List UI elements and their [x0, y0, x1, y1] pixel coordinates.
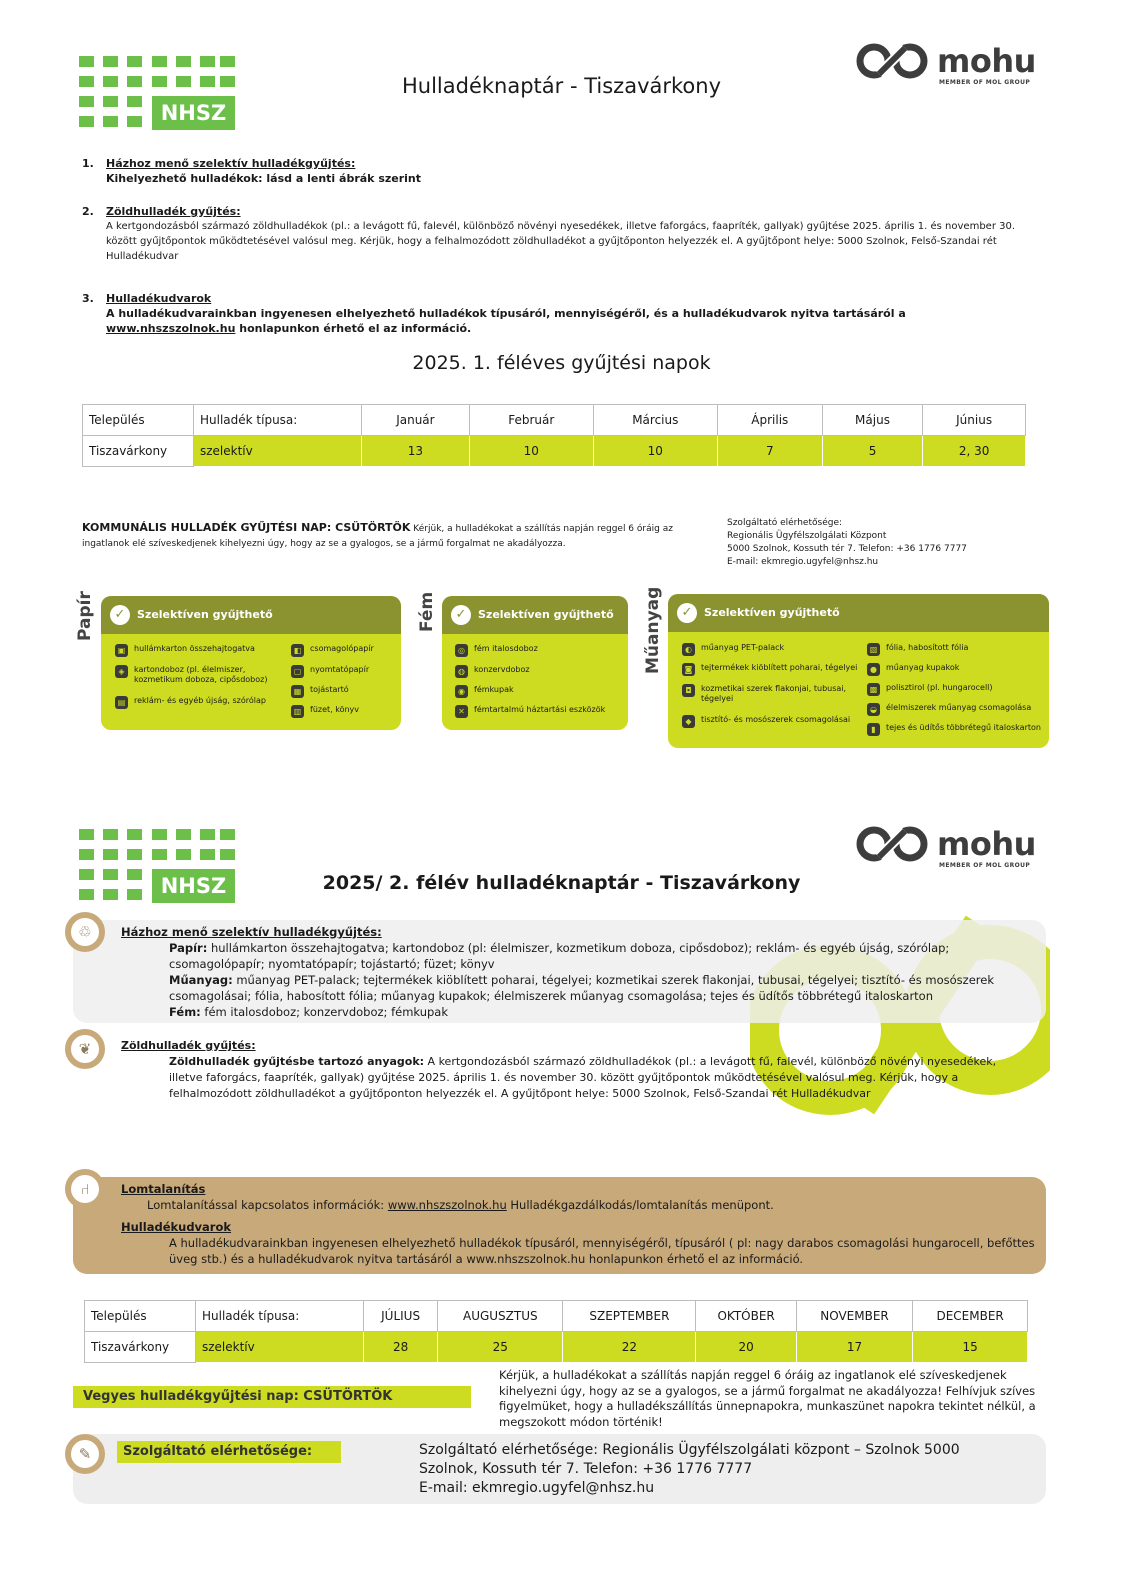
- section-3-number: 3.: [82, 292, 94, 305]
- drink-carton-icon: ▮: [867, 723, 880, 736]
- mohu-tagline: MEMBER OF MOL GROUP: [939, 862, 1031, 869]
- chair-icon: ⑁: [80, 1180, 90, 1198]
- table-header-cell: Február: [469, 405, 593, 436]
- table-row: [83, 436, 1026, 467]
- table-header-cell: Június: [923, 405, 1026, 436]
- table-cell: 20: [696, 1332, 796, 1363]
- contact-line: Szolnok, Kossuth tér 7. Telefon: +36 1776 7777: [419, 1461, 753, 1477]
- carton-icon: ◈: [115, 665, 128, 678]
- section-3-text-a: A hulladékudvarainkban ingyenesen elhelyezhető hulladékok típusáról, mennyiségéről, és a hulladékudvarok nyitva tartásáról a: [106, 307, 906, 320]
- section-3-heading: Hulladékudvarok: [106, 292, 212, 305]
- contact-line: Regionális Ügyfélszolgálati Központ: [727, 531, 887, 541]
- household-collection-heading: Házhoz menő szelektív hulladékgyűjtés:: [121, 925, 382, 939]
- table-header-cell: Település: [85, 1301, 196, 1332]
- bulky-waste-info-a: Lomtalanítással kapcsolatos információk:: [147, 1198, 388, 1212]
- list-item: [291, 644, 399, 654]
- leaf-badge: [65, 1029, 105, 1069]
- list-item-label: műanyag kupakok: [886, 663, 960, 672]
- yogurt-cup-icon: ◙: [682, 663, 695, 676]
- section-1-text: Kihelyezhető hulladékok: lásd a lenti ábrák szerint: [106, 172, 422, 185]
- table-header-cell: Január: [362, 405, 470, 436]
- can-icon: ◎: [455, 644, 468, 657]
- metal-card-title: Szelektíven gyűjthető: [478, 608, 614, 621]
- contact-line: 5000 Szolnok, Kossuth tér 7. Telefon: +36 1776 7777: [727, 544, 967, 554]
- list-item-label: tojástartó: [310, 685, 349, 694]
- box-icon: ▣: [115, 644, 128, 657]
- list-item-label: kozmetikai szerek flakonjai, tubusai, tégelyei: [701, 684, 847, 703]
- green-waste-description: A kertgondozásból származó zöldhulladékok (pl.: a levágott fű, falevél, különböző növényi nyesedékek, illetve faforgács, faapríték, gallyak) gyűjtése 2025. április 1. és november 30. között gyűjtőpontok működtetésével valósul meg. Kérjük, hogy a felhalmozódott zöldhulladékot a gyűjtőponton helyezzék el. A gyűjtőpont helye: 5000 Szolnok, Felső-Szandai rét Hulladékudvar: [169, 1055, 997, 1100]
- section-2-number: 2.: [82, 205, 94, 218]
- plastic-card-header: [668, 594, 1049, 632]
- list-item-label: kartondoboz (pl. élelmiszer, kozmetikum doboza, cipősdoboz): [134, 665, 268, 684]
- polystyrene-icon: ▩: [867, 683, 880, 696]
- paper-items-label: Papír:: [169, 941, 208, 955]
- list-item-label: reklám- és egyéb újság, szórólap: [134, 696, 266, 705]
- mohu-logo-2: [855, 825, 1035, 871]
- section-2: [82, 204, 1037, 264]
- plastic-card-title: Szelektíven gyűjthető: [704, 606, 840, 619]
- page-2-title: 2025/ 2. félév hulladéknaptár - Tiszavárkony: [322, 872, 801, 894]
- mohu-wordmark: mohu: [937, 42, 1036, 80]
- list-item: [455, 685, 625, 695]
- table-cell: 13: [362, 436, 470, 467]
- food-packaging-icon: ◒: [867, 703, 880, 716]
- cosmetics-bottle-icon: ◘: [682, 684, 695, 697]
- leaf-icon: ❦: [78, 1040, 92, 1058]
- calendar-table-h2: [84, 1300, 1028, 1363]
- green-waste-heading: Zöldhulladék gyűjtés:: [121, 1039, 256, 1052]
- section-3-text: [106, 306, 1032, 336]
- list-item: [682, 715, 867, 725]
- list-item-label: nyomtatópapír: [310, 665, 370, 674]
- plastic-cap-icon: ●: [867, 663, 880, 676]
- table-cell: szelektív: [194, 436, 362, 467]
- check-icon: ✓: [451, 605, 471, 625]
- communal-collection-day: KOMMUNÁLIS HULLADÉK GYŰJTÉSI NAP: CSÜTÖRTÖK: [82, 521, 411, 534]
- plastic-card: [668, 594, 1049, 748]
- list-item-label: tejtermékek kiöblített poharai, tégelyei: [701, 663, 858, 672]
- list-item: [115, 696, 285, 706]
- plastic-items: [169, 972, 1041, 1004]
- section-2-heading: Zöldhulladék gyűjtés:: [106, 205, 241, 218]
- list-item-label: csomagolópapír: [310, 644, 374, 653]
- table-header-row: [85, 1301, 1028, 1332]
- table-cell: 10: [593, 436, 717, 467]
- newspaper-icon: ▤: [115, 696, 128, 709]
- contact-label: Szolgáltató elérhetősége:: [117, 1441, 341, 1463]
- table-cell: 10: [469, 436, 593, 467]
- table-header-cell: Március: [593, 405, 717, 436]
- bulky-waste-heading: Lomtalanítás: [121, 1182, 206, 1196]
- communal-collection-text: Kérjük, a hulladékokat a szállítás napján reggel 6 óráig az ingatlanok elé szíveskedjenek kihelyezni úgy, hogy az se a gyalogos, se a jármű forgalmat ne akadályozza.: [82, 524, 673, 549]
- list-item-label: fémkupak: [474, 685, 514, 694]
- section-3-text-b: honlapunkon érhető el az információ.: [235, 322, 472, 335]
- recycle-badge: [65, 912, 105, 952]
- table-cell: 2, 30: [923, 436, 1026, 467]
- list-item: [867, 703, 1047, 713]
- paper-items: [169, 940, 1041, 972]
- table-cell: 17: [796, 1332, 912, 1363]
- section-3: [82, 291, 1032, 336]
- metal-label: Fém: [417, 591, 437, 632]
- list-item: [455, 644, 625, 654]
- half-year-title: 2025. 1. féléves gyűjtési napok: [412, 352, 711, 374]
- nhsz-website-link[interactable]: www.nhszszolnok.hu: [106, 322, 236, 335]
- foil-icon: ▧: [867, 643, 880, 656]
- list-item-label: fémtartalmú háztartási eszközök: [474, 705, 606, 714]
- list-item: [115, 665, 285, 685]
- table-cell: szelektív: [196, 1332, 364, 1363]
- list-item: [291, 665, 399, 675]
- household-collection-text: [121, 924, 1041, 1020]
- list-item: [291, 685, 399, 695]
- list-item: [291, 705, 399, 715]
- table-header-cell: Május: [822, 405, 922, 436]
- list-item: [682, 684, 867, 704]
- bulky-waste-info: [147, 1197, 1036, 1213]
- list-item: [115, 644, 285, 654]
- mohu-wordmark: mohu: [937, 825, 1036, 863]
- waste-yards-heading: Hulladékudvarok: [121, 1220, 232, 1234]
- paper-items-text: hullámkarton összehajtogatva; kartondoboz (pl: élelmiszer, kozmetikum doboza, cipősdoboz); reklám- és egyéb újság, szórólap; csomagolópapír; nyomtatópapír; tojástartó; füzet; könyv: [169, 941, 950, 971]
- green-waste-label: Zöldhulladék gyűjtésbe tartozó anyagok:: [169, 1055, 425, 1068]
- contact-line: E-mail: ekmregio.ugyfel@nhsz.hu: [727, 557, 879, 567]
- list-item-label: élelmiszerek műanyag csomagolása: [886, 703, 1032, 712]
- contact-line: Szolgáltató elérhetősége: Regionális Ügyfélszolgálati központ – Szolnok 5000: [419, 1442, 960, 1458]
- check-icon: ✓: [677, 603, 697, 623]
- table-header-cell: Április: [717, 405, 822, 436]
- metal-items-label: Fém:: [169, 1005, 201, 1019]
- section-1: [82, 156, 1032, 186]
- list-item: [867, 683, 1047, 693]
- table-cell: 22: [563, 1332, 696, 1363]
- cap-icon: ◉: [455, 685, 468, 698]
- list-item: [867, 723, 1047, 733]
- nhsz-logo-text: NHSZ: [152, 96, 235, 130]
- table-cell: 7: [717, 436, 822, 467]
- paper-label: Papír: [75, 591, 95, 641]
- green-waste-body: [169, 1054, 1021, 1102]
- list-item: [455, 705, 625, 715]
- section-1-heading: Házhoz menő szelektív hulladékgyűjtés:: [106, 157, 356, 170]
- table-header-cell: AUGUSZTUS: [438, 1301, 563, 1332]
- list-item: [682, 643, 867, 653]
- table-header-cell: Hulladék típusa:: [196, 1301, 364, 1332]
- bulky-waste-link[interactable]: www.nhszszolnok.hu: [387, 1198, 507, 1212]
- list-item-label: fólia, habosított fólia: [886, 643, 969, 652]
- metal-card-header: [442, 596, 628, 634]
- paper-card-title: Szelektíven gyűjthető: [137, 608, 273, 621]
- table-cell: Tiszavárkony: [83, 436, 194, 467]
- list-item-label: polisztirol (pl. hungarocell): [886, 683, 993, 692]
- contact-badge: [65, 1434, 105, 1474]
- table-header-cell: SZEPTEMBER: [563, 1301, 696, 1332]
- table-cell: Tiszavárkony: [85, 1332, 196, 1363]
- metal-items: [169, 1004, 1041, 1020]
- bottle-icon: ◐: [682, 643, 695, 656]
- book-icon: ▥: [291, 705, 304, 718]
- table-cell: 25: [438, 1332, 563, 1363]
- list-item-label: hullámkarton összehajtogatva: [134, 644, 255, 653]
- plastic-items-label: Műanyag:: [169, 973, 233, 987]
- table-header-cell: OKTÓBER: [696, 1301, 796, 1332]
- section-1-number: 1.: [82, 157, 94, 170]
- list-item: [867, 643, 1047, 653]
- contact-line: E-mail: ekmregio.ugyfel@nhsz.hu: [419, 1480, 655, 1496]
- list-item: [867, 663, 1047, 673]
- list-item-label: fém italosdoboz: [474, 644, 538, 653]
- collection-note: Kérjük, a hulladékokat a szállítás napján reggel 6 óráig az ingatlanok elé szíveskedjenek kihelyezni úgy, hogy az se a gyalogos, se a jármű forgalmat ne akadályozza! Felhívjuk szíves figyelmüket, hogy a hulladékszállítás ünnepnapokra, munkaszünet napokra tekintet nélkül, a megszokott módon történik!: [499, 1368, 1036, 1429]
- list-item-label: füzet, könyv: [310, 705, 360, 714]
- list-item-label: tisztító- és mosószerek csomagolásai: [701, 715, 851, 724]
- table-header-row: [83, 405, 1026, 436]
- detergent-icon: ◆: [682, 715, 695, 728]
- mohu-symbol-icon: [855, 825, 933, 863]
- green-waste-text: [121, 1038, 1021, 1102]
- plastic-items-text: műanyag PET-palack; tejtermékek kiöblített poharai, tégelyei; kozmetikai szerek flakonjai, tubusai, tégelyei; tisztító- és mosószerek csomagolásai; fólia, habosított fólia; műanyag kupakok; élelmiszerek műanyag csomagolása; tejes és üdítős többrétegű italoskarton: [169, 973, 994, 1003]
- mohu-tagline: MEMBER OF MOL GROUP: [939, 79, 1031, 86]
- section-2-text: A kertgondozásból származó zöldhulladékok (pl.: a levágott fű, falevél, különböző növényi nyesedékek, illetve faforgács, faapríték, gallyak) gyűjtése 2025. április 1. és november 30. között gyűjtőpontok működtetésével valósul meg. Kérjük, hogy a felhalmozódott zöldhulladékot a gyűjtőponton helyezzék el. A gyűjtőpont helye: 5000 Szolnok, Felső-Szandai rét Hulladékudvar: [106, 221, 1016, 262]
- metal-card: [442, 596, 628, 730]
- mixed-waste-day: Vegyes hulladékgyűjtési nap: CSÜTÖRTÖK: [73, 1386, 471, 1408]
- list-item: [455, 665, 625, 675]
- bulky-waste-info-b: Hulladékgazdálkodás/lomtalanítás menüpont.: [506, 1198, 774, 1212]
- table-header-cell: NOVEMBER: [796, 1301, 912, 1332]
- table-header-cell: JÚLIUS: [364, 1301, 438, 1332]
- list-item: [682, 663, 867, 673]
- table-header-cell: Hulladék típusa:: [194, 405, 362, 436]
- printer-paper-icon: ▢: [291, 665, 304, 678]
- bulky-waste-text: [121, 1181, 1036, 1267]
- page-title: Hulladéknaptár - Tiszavárkony: [402, 74, 721, 98]
- paper-card: [101, 596, 401, 730]
- table-header-cell: Település: [83, 405, 194, 436]
- tin-can-icon: ◍: [455, 665, 468, 678]
- tools-icon: ✕: [455, 705, 468, 718]
- recycle-icon: ♲: [78, 923, 92, 941]
- chair-badge: [65, 1169, 105, 1209]
- list-item-label: tejes és üdítős többrétegű italoskarton: [886, 723, 1041, 732]
- calendar-table-h1: [82, 404, 1026, 467]
- table-row: [85, 1332, 1028, 1363]
- list-item-label: konzervdoboz: [474, 665, 530, 674]
- table-cell: 28: [364, 1332, 438, 1363]
- nhsz-logo-text: NHSZ: [152, 869, 235, 903]
- list-item-label: műanyag PET-palack: [701, 643, 785, 652]
- pen-icon: ✎: [78, 1445, 92, 1463]
- table-header-cell: DECEMBER: [913, 1301, 1028, 1332]
- paper-card-header: [101, 596, 401, 634]
- provider-contact: [727, 517, 967, 569]
- communal-collection-note: [82, 521, 682, 551]
- egg-carton-icon: ▦: [291, 685, 304, 698]
- waste-yards-text: A hulladékudvarainkban ingyenesen elhelyezhető hulladékok típusáról, mennyiségéről, típusáról ( pl: nagy darabos csomagolási hungarocell, befőttes üveg stb.) és a hulladékudvarok nyitva tartásáról a www.nhszszolnok.hu honlapunkon érhető el az információ.: [169, 1236, 1035, 1266]
- check-icon: ✓: [110, 605, 130, 625]
- contact-line: Szolgáltató elérhetősége:: [727, 518, 843, 528]
- table-cell: 15: [913, 1332, 1028, 1363]
- wrapping-paper-icon: ◧: [291, 644, 304, 657]
- contact-details: [419, 1441, 960, 1498]
- plastic-label: Műanyag: [643, 586, 663, 674]
- metal-items-text: fém italosdoboz; konzervdoboz; fémkupak: [200, 1005, 449, 1019]
- table-cell: 5: [822, 436, 922, 467]
